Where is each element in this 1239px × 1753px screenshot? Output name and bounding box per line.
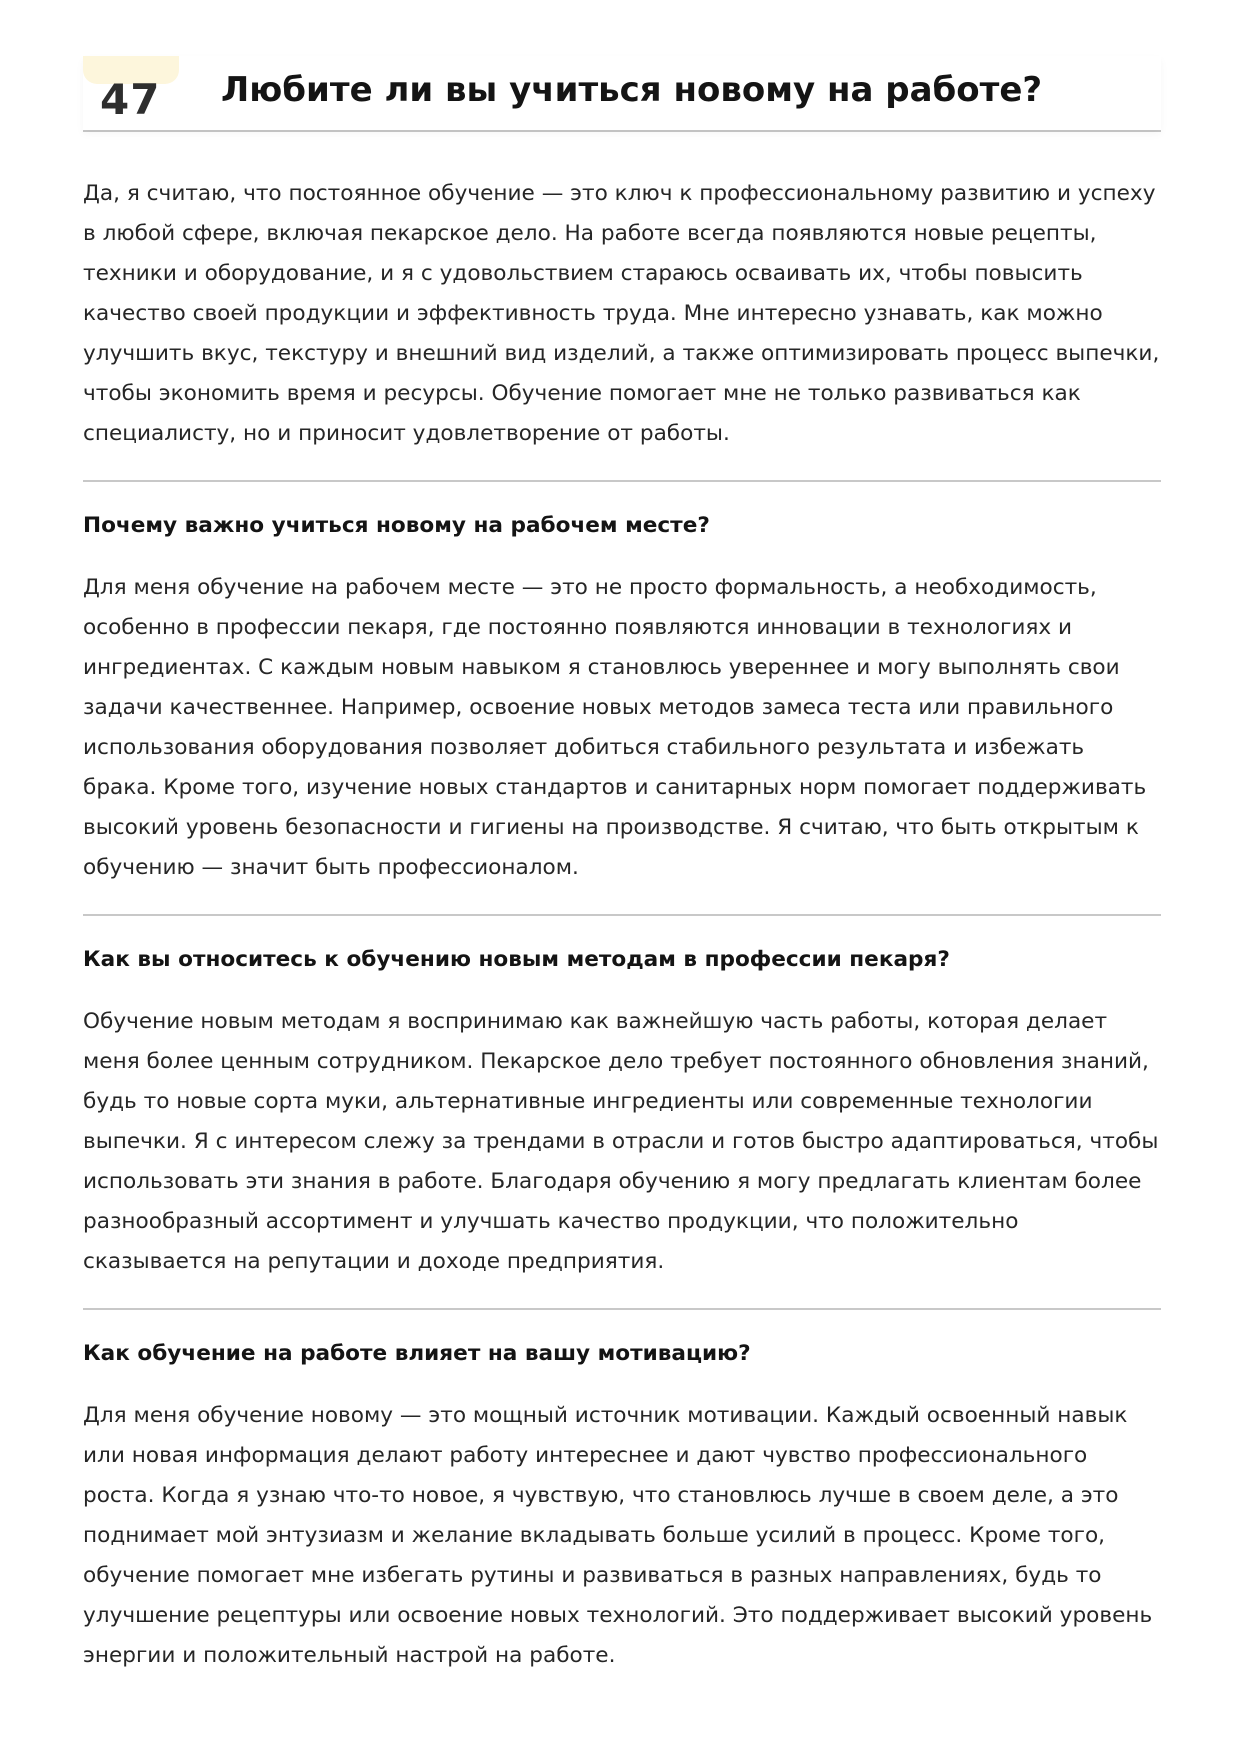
- section-heading: Как вы относитесь к обучению новым методам в профессии пекаря?: [83, 947, 950, 972]
- page-title: Любите ли вы учиться новому на работе?: [221, 70, 1043, 110]
- page-header: [83, 56, 1161, 132]
- document-page: [83, 56, 1161, 1676]
- section-heading: Почему важно учиться новому на рабочем месте?: [83, 513, 710, 538]
- divider: [83, 1308, 1161, 1310]
- section-paragraph: Для меня обучение новому — это мощный источник мотивации. Каждый освоенный навык или новая информация делают работу интереснее и дают чувство профессионального роста. Когда я узнаю что-то новое, я чувствую, что становлюсь лучше в своем деле, а это поднимает мой энтузиазм и желание вкладывать больше усилий в процесс. Кроме того, обучение помогает мне избегать рутины и развиваться в разных направлениях, будь то улучшение рецептуры или освоение новых технологий. Это поддерживает высокий уровень энергии и положительный настрой на работе.: [83, 1403, 1153, 1668]
- section-heading: Как обучение на работе влияет на вашу мотивацию?: [83, 1341, 751, 1366]
- question-number: 47: [100, 75, 161, 124]
- section-paragraph: Для меня обучение на рабочем месте — это не просто формальность, а необходимость, особенно в профессии пекаря, где постоянно появляются инновации в технологиях и ингредиентах. С каждым новым навыком я становлюсь увереннее и могу выполнять свои задачи качественнее. Например, освоение новых методов замеса теста или правильного использования оборудования позволяет добиться стабильного результата и избежать брака. Кроме того, изучение новых стандартов и санитарных норм помогает поддерживать высокий уровень безопасности и гигиены на производстве. Я считаю, что быть открытым к обучению — значит быть профессионалом.: [83, 575, 1147, 880]
- section-new-methods: [83, 944, 1161, 1282]
- section-motivation: [83, 1338, 1161, 1676]
- divider: [83, 480, 1161, 482]
- section-paragraph: Обучение новым методам я воспринимаю как важнейшую часть работы, которая делает меня более ценным сотрудником. Пекарское дело требует постоянного обновления знаний, будь то новые сорта муки, альтернативные ингредиенты или современные технологии выпечки. Я с интересом слежу за трендами в отрасли и готов быстро адаптироваться, чтобы использовать эти знания в работе. Благодаря обучению я могу предлагать клиентам более разнообразный ассортимент и улучшать качество продукции, что положительно сказывается на репутации и доходе предприятия.: [83, 1009, 1159, 1274]
- intro-block: [83, 174, 1161, 454]
- intro-paragraph: Да, я считаю, что постоянное обучение — это ключ к профессиональному развитию и успеху в любой сфере, включая пекарское дело. На работе всегда появляются новые рецепты, техники и оборудование, и я с удовольствием стараюсь осваивать их, чтобы повысить качество своей продукции и эффективность труда. Мне интересно узнавать, как можно улучшить вкус, текстуру и внешний вид изделий, а также оптимизировать процесс выпечки, чтобы экономить время и ресурсы. Обучение помогает мне не только развиваться как специалисту, но и приносит удовлетворение от работы.: [83, 181, 1160, 446]
- section-why-learn: [83, 510, 1161, 888]
- divider: [83, 914, 1161, 916]
